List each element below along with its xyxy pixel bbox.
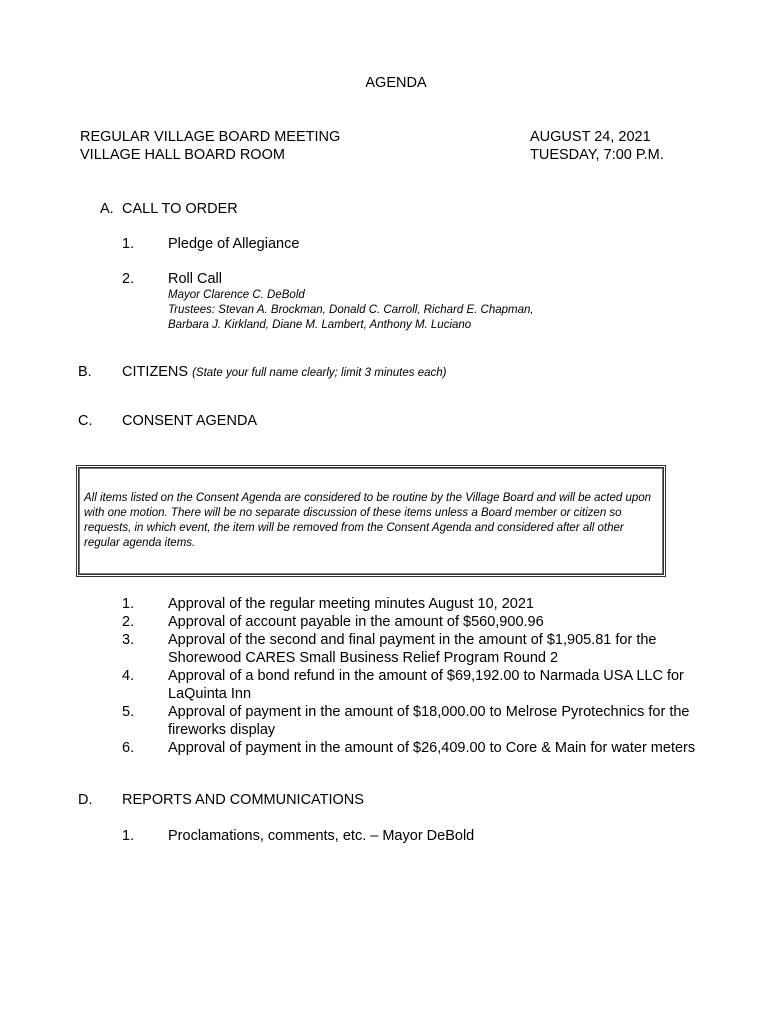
roll-call-trustees-cont: Barbara J. Kirkland, Diane M. Lambert, Anthony M. Luciano: [168, 319, 472, 331]
item-number: 2.: [122, 271, 135, 287]
section-a-title: CALL TO ORDER: [122, 201, 238, 217]
consent-item: Approval of a bond refund in the amount of $69,192.00 to Narmada USA LLC for LaQuinta Inn: [168, 668, 684, 702]
section-c-title: CONSENT AGENDA: [122, 413, 258, 429]
consent-item: Approval of account payable in the amount of $560,900.96: [168, 614, 544, 630]
consent-item: Approval of the regular meeting minutes August 10, 2021: [168, 596, 534, 612]
page-title: AGENDA: [365, 75, 427, 91]
section-c-label: C.: [78, 413, 93, 429]
item-number: 1.: [122, 236, 135, 252]
section-b-title: [122, 363, 446, 381]
item-number: 5.: [122, 704, 135, 720]
meeting-name: REGULAR VILLAGE BOARD MEETING: [80, 129, 341, 145]
section-a-label: A.: [100, 201, 114, 217]
item-number: 1.: [122, 828, 135, 844]
section-d-title: REPORTS AND COMMUNICATIONS: [122, 792, 364, 808]
meeting-date: AUGUST 24, 2021: [530, 129, 651, 145]
section-d-label: D.: [78, 792, 93, 808]
item-number: 2.: [122, 614, 135, 630]
section-b-note: (State your full name clearly; limit 3 minutes each): [192, 367, 447, 379]
consent-item: Approval of the second and final payment in the amount of $1,905.81 for the Shorewood CARES Small Business Relief Program Round 2: [168, 632, 657, 666]
roll-call-mayor: Mayor Clarence C. DeBold: [168, 289, 305, 301]
consent-item: Approval of payment in the amount of $18,000.00 to Melrose Pyrotechnics for the fireworks display: [168, 704, 690, 738]
section-b-title-text: CITIZENS: [122, 364, 189, 380]
meeting-location: VILLAGE HALL BOARD ROOM: [80, 147, 285, 163]
section-b-label: B.: [78, 364, 92, 380]
item-number: 3.: [122, 632, 135, 648]
item-number: 4.: [122, 668, 135, 684]
consent-notice-text: All items listed on the Consent Agenda are considered to be routine by the Village Board and will be acted upon with one motion. There will be no separate discussion of these items unless a Board member or citizen so requests, in which event, the item will be removed from the Consent Agenda and considered after all other regular agenda items.: [84, 492, 652, 549]
agenda-item: Roll Call: [168, 271, 222, 287]
consent-item: Approval of payment in the amount of $26,409.00 to Core & Main for water meters: [168, 740, 696, 756]
meeting-time: TUESDAY, 7:00 P.M.: [530, 147, 664, 163]
item-number: 1.: [122, 596, 135, 612]
report-item: Proclamations, comments, etc. – Mayor DeBold: [168, 828, 475, 844]
agenda-item: Pledge of Allegiance: [168, 236, 300, 252]
item-number: 6.: [122, 740, 135, 756]
roll-call-trustees: Trustees: Stevan A. Brockman, Donald C. Carroll, Richard E. Chapman,: [168, 304, 534, 316]
